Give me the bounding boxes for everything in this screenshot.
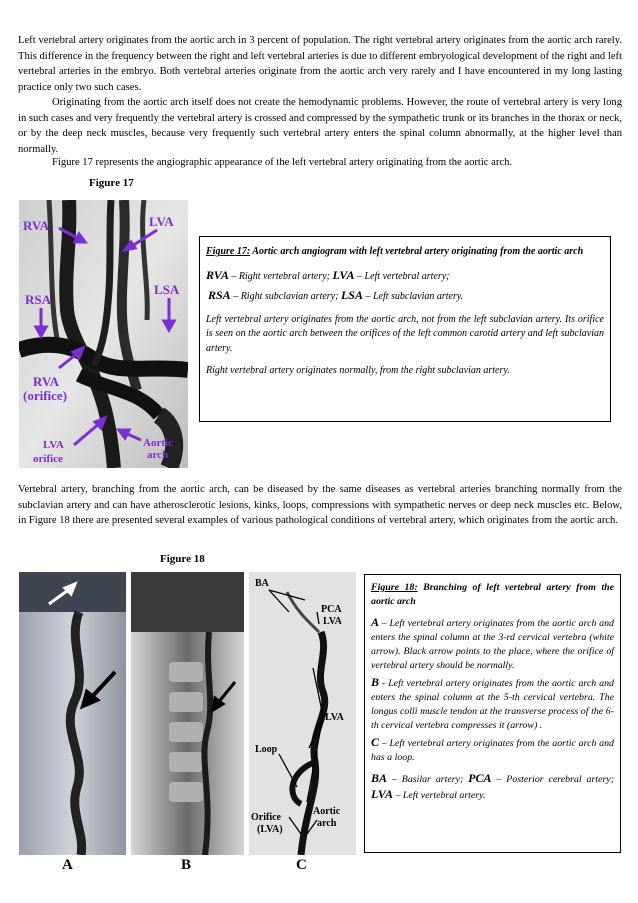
label-rva-orifice-2: (orifice) (23, 388, 68, 403)
figure-18-caption (364, 574, 621, 853)
label-aortic-1: Aortic (143, 437, 173, 449)
figure-17-caption-body-2: Right vertebral artery originates normally, from the right subclavian artery. (206, 365, 510, 376)
panel-b-svg (131, 572, 244, 855)
panel-a-svg (19, 572, 126, 855)
label-orifice-1: Orifice (251, 812, 281, 823)
panel-c-svg (249, 572, 356, 855)
label-rva: RVA (23, 218, 50, 233)
label-ba: BA (255, 578, 269, 589)
figure-17-caption (199, 236, 611, 422)
figure-18-panel-b-image (131, 572, 244, 855)
label-lva-top: LVA (323, 616, 342, 627)
intro-paragraph-3: Figure 17 represents the angiographic appearance of the left vertebral artery originating from the aortic arch. (52, 157, 513, 168)
angiogram-svg (19, 200, 188, 468)
figure-18-caption-a: A – Left vertebral artery originates from the aortic arch and enters the spinal column at the 3-rd cervical vertebra (white arrow). Black arrow points to the place, where the orifice of vertebral artery should be normally. (371, 615, 614, 671)
figure-18-caption-c: C – Left vertebral artery originates from the aortic arch and has a loop. (371, 735, 614, 763)
figure-17-caption-body-1: Left vertebral artery originates from the aortic arch, not from the left subclavian artery. Its orifice is seen on the aortic arch between the orifices of the left common carotid artery and left subclavian artery. (206, 313, 604, 354)
figure-18-panel-a-image (19, 572, 126, 855)
figure-17-abbreviations-1: RVA – Right vertebral artery; LVA – Left vertebral artery; (206, 267, 450, 282)
label-lva-orifice-1: LVA (43, 439, 64, 451)
label-lva-orifice-2: orifice (33, 453, 63, 465)
figure-17-angiogram (19, 200, 188, 468)
figure-17-abbreviations-2: RSA – Right subclavian artery; LSA – Left subclavian artery. (208, 288, 464, 302)
label-lsa: LSA (154, 282, 180, 297)
figure-18-abbreviations: BA – Basilar artery; PCA – Posterior cerebral artery; LVA – Left vertebral artery. (371, 771, 614, 801)
label-rsa: RSA (25, 292, 52, 307)
label-loop: Loop (255, 744, 278, 755)
figure-18-label: Figure 18 (160, 553, 205, 565)
label-orifice-2: (LVA) (257, 824, 283, 835)
label-pca: PCA (321, 604, 342, 615)
label-aortic-2: arch (317, 818, 337, 829)
figure-18-caption-title: Figure 18: Branching of left vertebral artery from the aortic arch (371, 582, 614, 607)
intro-paragraph-2: Originating from the aortic arch itself does not create the hemodynamic problems. However, the route of vertebral artery is very long in such cases and very frequently the vertebral artery is crossed and compressed by the sympathetic trunk or its branches in the thorax or neck, or by the deep neck muscles, because very frequently such vertebral artery enters the spinal column abnormally, at the higher level than normally. (18, 97, 622, 155)
label-aortic-2: arch (147, 449, 169, 461)
label-aortic-1: Aortic (313, 806, 341, 817)
label-lva-mid: LVA (325, 712, 344, 723)
panel-b-letter: B (181, 857, 192, 873)
panel-c-letter: C (296, 857, 307, 873)
label-rva-orifice-1: RVA (33, 374, 60, 389)
figure-18-panel-c-image (249, 572, 356, 855)
figure-18-caption-b: B - Left vertebral artery originates from the aortic arch and enters the spinal column at the 5-th cervical vertebra. The longus colli muscle tendon at the transverse process of the 6-th cervical vertebra compresses it (arrow) . (371, 675, 614, 731)
label-lva: LVA (149, 214, 174, 229)
figure-17-caption-title: Figure 17: Aortic arch angiogram with left vertebral artery originating from the aortic arch (206, 246, 584, 257)
panel-a-letter: A (62, 857, 73, 873)
middle-paragraph: Vertebral artery, branching from the aortic arch, can be diseased by the same diseases as vertebral arteries branching normally from the subclavian artery and can have atherosclerotic lesions, kinks, loops, compressions with sympathetic nerves or deep neck muscles etc. Below, in Figure 18 there are presented several examples of various pathological conditions of vertebral artery, which originates from the aortic arch. (18, 484, 622, 527)
figure-17-label: Figure 17 (89, 177, 134, 189)
intro-paragraph-1: Left vertebral artery originates from the aortic arch in 3 percent of population. The right vertebral artery originates from the aortic arch rarely. This difference in the frequency between the right and left vertebral arteries is due to different embryological development of the right and left vertebral arteries in the embryo. Both vertebral arteries originate from the aortic arch very rarely and I have encountered in my long lasting practice only two such cases. (18, 35, 622, 93)
